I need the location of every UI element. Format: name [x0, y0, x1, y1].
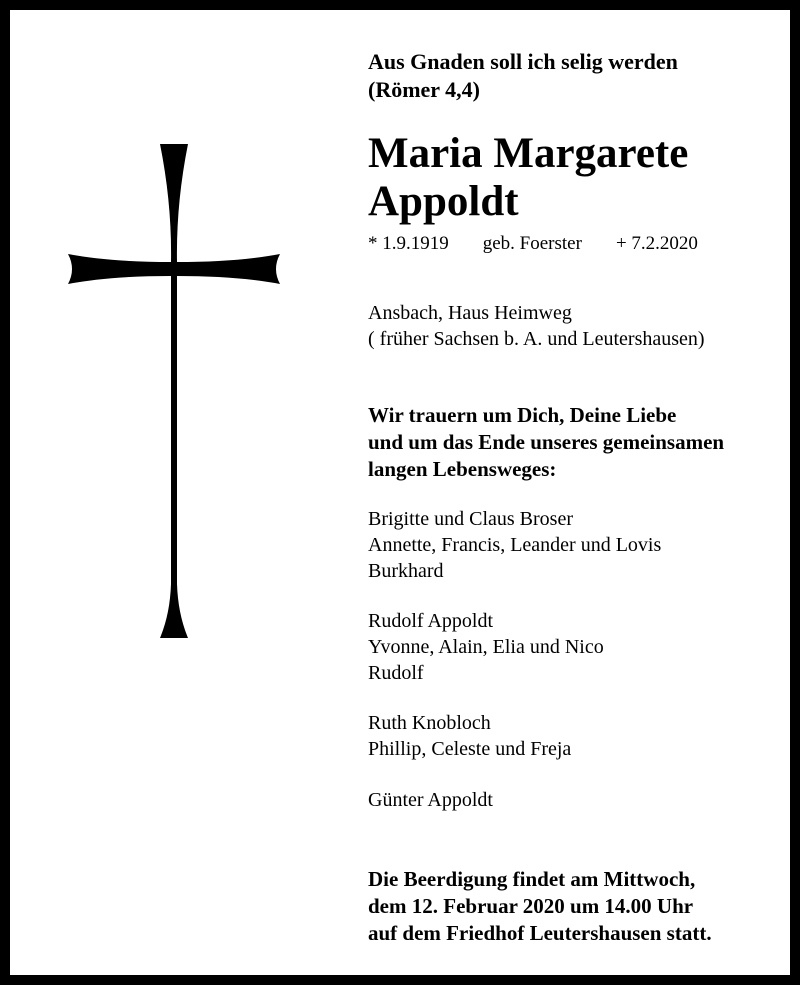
verse-reference: (Römer 4,4) [368, 77, 480, 102]
deceased-name [368, 130, 688, 226]
funeral-notice [368, 866, 712, 947]
funeral-line: auf dem Friedhof Leutershausen statt. [368, 921, 712, 945]
death-date: + 7.2.2020 [615, 233, 698, 254]
family-group [368, 710, 571, 762]
mourning-statement [368, 402, 724, 483]
bible-verse [368, 48, 678, 104]
family-member: Rudolf Appoldt [368, 610, 494, 632]
family-member: Annette, Francis, Leander und Lovis [368, 534, 662, 556]
verse-line: Aus Gnaden soll ich selig werden [368, 49, 678, 74]
family-member: Burkhard [368, 560, 444, 582]
family-member: Phillip, Celeste und Freja [368, 738, 572, 760]
maiden-name: geb. Foerster [482, 233, 582, 254]
family-member: Günter Appoldt [368, 789, 493, 811]
family-group [368, 506, 661, 584]
family-member: Ruth Knobloch [368, 712, 491, 734]
mourning-line: langen Lebensweges: [368, 457, 557, 481]
residence-former: ( früher Sachsen b. A. und Leutershausen) [368, 328, 705, 350]
mourning-line: Wir trauern um Dich, Deine Liebe [368, 403, 677, 427]
life-dates [368, 232, 698, 256]
family-member: Brigitte und Claus Broser [368, 508, 573, 530]
family-group [368, 787, 493, 813]
residence [368, 300, 705, 352]
surname: Appoldt [368, 178, 519, 225]
family-member: Rudolf [368, 662, 424, 684]
cross-icon [68, 144, 280, 638]
given-names: Maria Margarete [368, 130, 689, 177]
residence-current: Ansbach, Haus Heimweg [368, 302, 572, 324]
family-member: Yvonne, Alain, Elia und Nico [368, 636, 604, 658]
funeral-line: dem 12. Februar 2020 um 14.00 Uhr [368, 894, 694, 918]
funeral-line: Die Beerdigung findet am Mittwoch, [368, 867, 696, 891]
birth-date: * 1.9.1919 [368, 233, 449, 254]
family-group [368, 608, 604, 686]
mourning-line: und um das Ende unseres gemeinsamen [368, 430, 725, 454]
